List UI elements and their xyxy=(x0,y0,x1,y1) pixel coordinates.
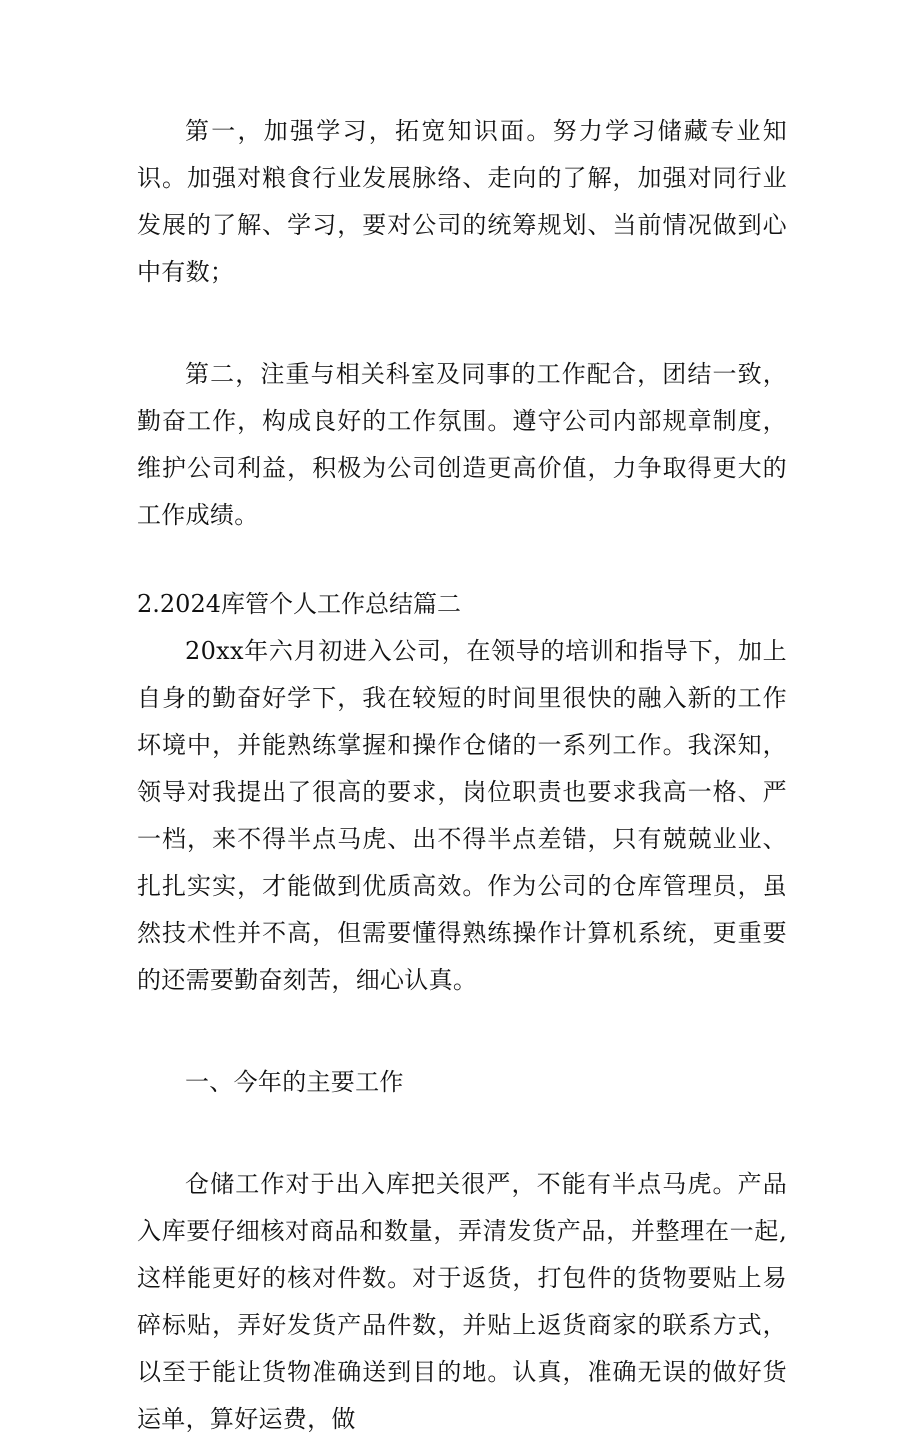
spacer xyxy=(137,296,787,351)
paragraph-intro: 20xx年六月初进入公司，在领导的培训和指导下，加上自身的勤奋好学下，我在较短的时间里很快的融入新的工作坏境中，并能熟练掌握和操作仓储的一系列工作。我深知，领导对我提出了很高的要求，岗位职责也要求我高一格、严一档，来不得半点马虎、出不得半点差错，只有兢兢业业、扎扎实实，才能做到优质高效。作为公司的仓库管理员，虽然技术性并不高，但需要懂得熟练操作计算机系统，更重要的还需要勤奋刻苦，细心认真。 xyxy=(137,637,787,994)
paragraph-teamwork: 第二，注重与相关科室及同事的工作配合，团结一致，勤奋工作，构成良好的工作氛围。遵守公司内部规章制度，维护公司利益，积极为公司创造更高价值，力争取得更大的工作成绩。 xyxy=(137,360,787,529)
paragraph-warehouse-work: 仓储工作对于出入库把关很严，不能有半点马虎。产品入库要仔细核对商品和数量，弄清发货产品，并整理在一起,这样能更好的核对件数。对于返货，打包件的货物要贴上易碎标贴，弄好发货产品件数，并贴上返货商家的联系方式，以至于能让货物准确送到目的地。认真，准确无误的做好货运单，算好运费，做 xyxy=(137,1170,787,1433)
section-heading: 2.2024库管个人工作总结篇二 xyxy=(137,590,461,618)
paragraph-study: 第一，加强学习，拓宽知识面。努力学习储藏专业知识。加强对粮食行业发展脉络、走向的了解，加强对同行业发展的了解、学习，要对公司的统筹规划、当前情况做到心中有数； xyxy=(137,117,787,286)
spacer xyxy=(137,539,787,581)
spacer xyxy=(137,1004,787,1059)
spacer xyxy=(137,1106,787,1161)
sub-heading: 一、今年的主要工作 xyxy=(185,1068,404,1096)
document-page xyxy=(137,108,787,1443)
